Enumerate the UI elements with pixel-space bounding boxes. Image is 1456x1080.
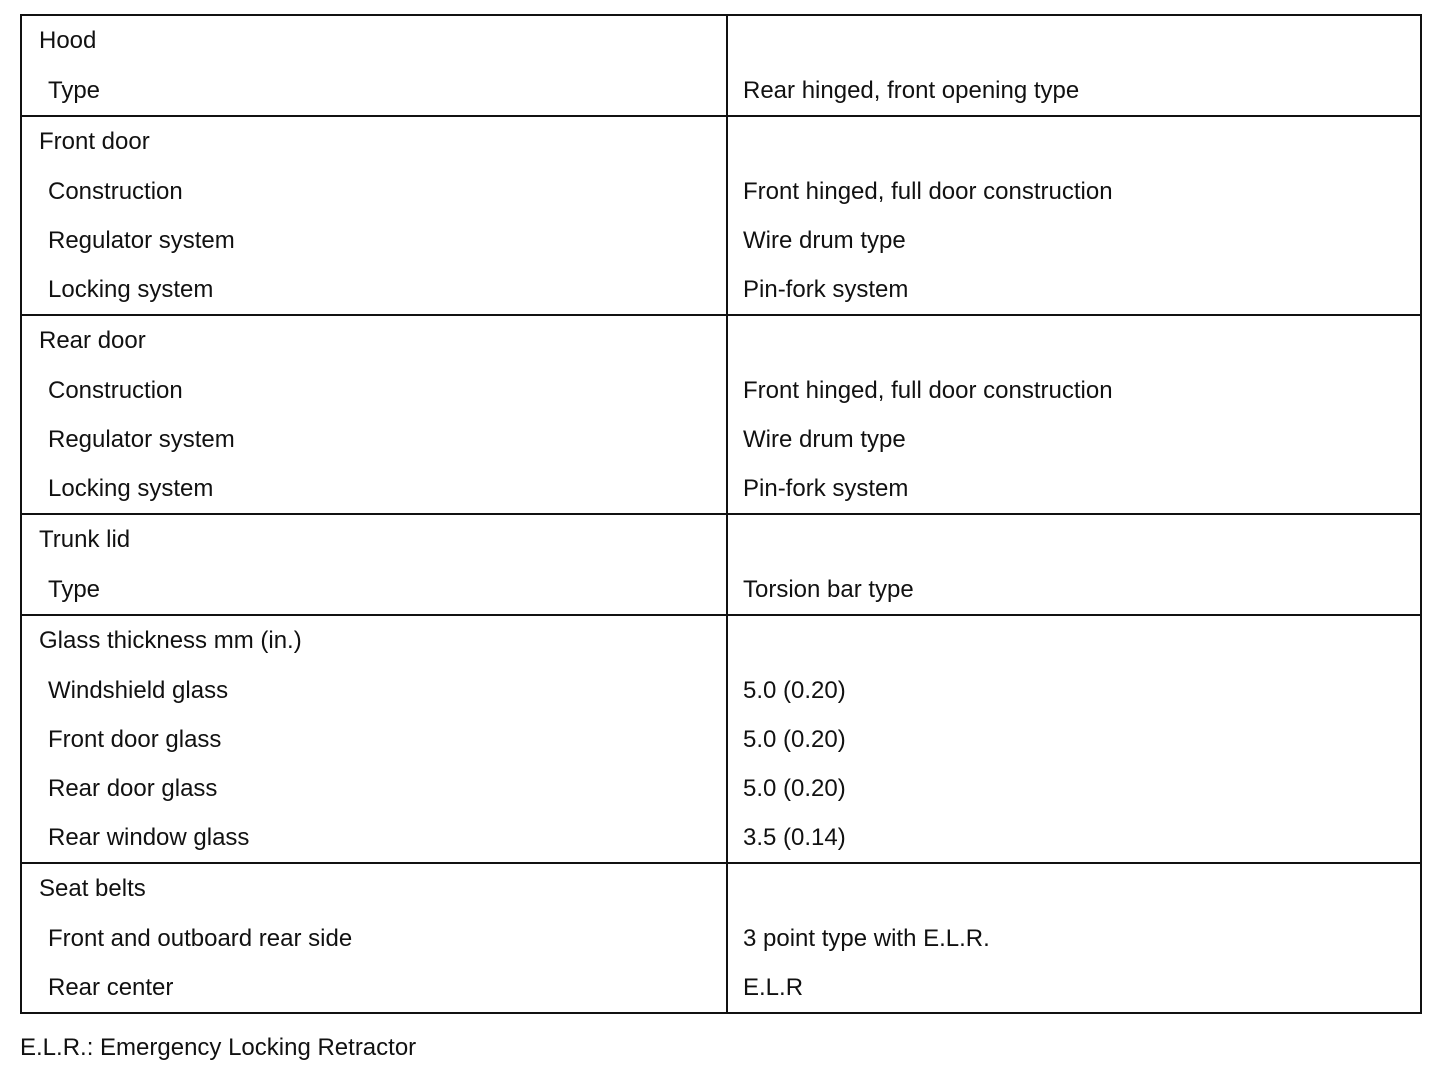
row-label: Windshield glass	[48, 676, 229, 704]
section-heading: Trunk lid	[39, 526, 131, 553]
row-label: Regulator system	[48, 425, 235, 453]
section-glass-thickness	[22, 616, 1420, 864]
section-heading: Seat belts	[39, 875, 146, 902]
section-heading-row	[22, 515, 1420, 565]
table-row	[22, 167, 1420, 216]
section-front-door	[22, 117, 1420, 316]
table-row	[22, 715, 1420, 764]
row-value: Pin-fork system	[743, 275, 909, 303]
column-divider	[726, 316, 728, 513]
row-value: 5.0 (0.20)	[743, 725, 846, 753]
section-heading-row	[22, 864, 1420, 914]
table-row	[22, 66, 1420, 115]
column-divider	[726, 515, 728, 614]
column-divider	[726, 616, 728, 862]
table-row	[22, 565, 1420, 614]
row-label: Type	[48, 76, 101, 104]
table-row	[22, 963, 1420, 1012]
row-value: 5.0 (0.20)	[743, 774, 846, 802]
row-label: Construction	[48, 177, 183, 205]
table-row	[22, 464, 1420, 513]
table-row	[22, 265, 1420, 314]
table-row	[22, 813, 1420, 862]
row-value: Torsion bar type	[743, 575, 914, 603]
row-value: Front hinged, full door construction	[743, 376, 1113, 404]
table-row	[22, 914, 1420, 963]
row-label: Locking system	[48, 474, 214, 502]
row-label: Construction	[48, 376, 183, 404]
table-row	[22, 415, 1420, 464]
table-row	[22, 366, 1420, 415]
section-heading: Glass thickness mm (in.)	[39, 627, 302, 654]
row-value: Wire drum type	[743, 226, 906, 254]
row-value: E.L.R	[743, 973, 804, 1001]
column-divider	[726, 117, 728, 314]
section-heading: Front door	[39, 128, 150, 155]
section-heading: Rear door	[39, 327, 146, 354]
section-trunk-lid	[22, 515, 1420, 616]
row-value: Front hinged, full door construction	[743, 177, 1113, 205]
row-value: Rear hinged, front opening type	[743, 76, 1080, 104]
section-rear-door	[22, 316, 1420, 515]
section-heading-row	[22, 117, 1420, 167]
row-value: 3 point type with E.L.R.	[743, 924, 990, 952]
section-heading: Hood	[39, 27, 97, 54]
row-value: 5.0 (0.20)	[743, 676, 846, 704]
section-seat-belts	[22, 864, 1420, 1012]
row-label: Rear door glass	[48, 774, 218, 802]
table-row	[22, 764, 1420, 813]
spec-table	[20, 14, 1422, 1014]
row-value: Wire drum type	[743, 425, 906, 453]
row-label: Rear window glass	[48, 823, 250, 851]
section-heading-row	[22, 16, 1420, 66]
row-label: Front door glass	[48, 725, 222, 753]
row-label: Regulator system	[48, 226, 235, 254]
row-label: Rear center	[48, 973, 174, 1001]
column-divider	[726, 864, 728, 1012]
section-hood	[22, 16, 1420, 117]
row-label: Front and outboard rear side	[48, 924, 353, 952]
section-heading-row	[22, 316, 1420, 366]
table-row	[22, 666, 1420, 715]
table-row	[22, 216, 1420, 265]
column-divider	[726, 16, 728, 115]
row-value: Pin-fork system	[743, 474, 909, 502]
row-value: 3.5 (0.14)	[743, 823, 846, 851]
section-heading-row	[22, 616, 1420, 666]
row-label: Locking system	[48, 275, 214, 303]
row-label: Type	[48, 575, 101, 603]
footnote: E.L.R.: Emergency Locking Retractor	[20, 1034, 417, 1061]
